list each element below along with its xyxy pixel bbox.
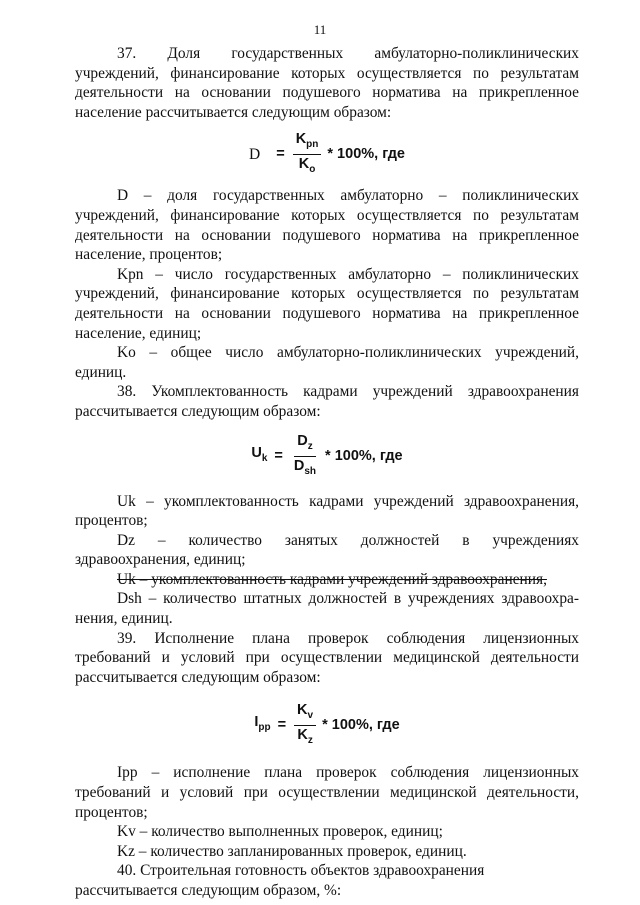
- formula-37-equals: =: [276, 145, 285, 162]
- item-37-def-kpn: Kpn – число государственных амбулаторно – поликлинических учреждений, финансирование которых осуществляется по результатам деятельности на основании подушевого норматива на прикрепленное население, единиц;: [75, 265, 579, 342]
- item-37-def-d: D – доля государственных амбулаторно – поликлинических учреждений, финансирование которых осуществляется по результатам деятельности на основании подушевого норматива на прикрепленное население, процентов;: [75, 187, 579, 264]
- item-38-def-dsh: Dsh – количество штатных должностей в учреждениях здравоохра-нения, единиц.: [75, 590, 579, 628]
- item-39-intro: 39. Исполнение плана проверок соблюдения лицензионных требований и условий при осуществлении медицинской деятельности рассчитывается следующим образом:: [75, 629, 579, 686]
- item-40-intro-line2: рассчитывается следующим образом, %:: [75, 882, 342, 899]
- formula-39: [75, 687, 579, 763]
- formula-39-lhs: $I_{pp}$: [254, 714, 271, 734]
- item-39-def-ipp: Ipp – исполнение плана проверок соблюдения лицензионных требований и условий при осуществлении медицинской деятельности, процентов;: [75, 764, 579, 821]
- formula-37: [75, 122, 579, 186]
- formula-37-denominator: $K_o$: [298, 155, 316, 175]
- item-38-def-uk: Uk – укомплектованность кадрами учреждений здравоохранения, процентов;: [75, 492, 579, 530]
- formula-38-denominator: $D_{sh}$: [293, 458, 317, 477]
- page-number: 11: [313, 22, 327, 37]
- item-38-intro: 38. Укомплектованность кадрами учреждений здравоохранения рассчитывается следующим образом:: [75, 383, 579, 420]
- formula-39-fraction: [294, 702, 316, 749]
- formula-37-numerator: $K_{pn}$: [293, 131, 322, 155]
- formula-39-equals: =: [277, 716, 287, 733]
- formula-38-lhs: $U_k$: [251, 445, 268, 465]
- formula-38: [75, 422, 579, 492]
- item-37-intro: 37. Доля государственных амбулаторно-поликлинических учреждений, финансирование которых осуществляется по результатам деятельности на основании подушевого норматива на прикрепленное население рассчитывается следующим образом:: [75, 45, 579, 121]
- formula-38-numerator: $D_z$: [294, 433, 315, 457]
- item-40-intro-line1: 40. Строительная готовность объектов здравоохранения: [117, 862, 485, 880]
- document-body: [75, 44, 579, 901]
- formula-38-tail: * 100%, где: [325, 447, 403, 464]
- item-38-def-dz: Dz – количество занятых должностей в учреждениях здравоохранения, единиц;: [75, 531, 579, 569]
- formula-37-tail: * 100%, где: [327, 145, 405, 162]
- item-37-def-ko: Ko – общее число амбулаторно-поликлинических учреждений, единиц.: [75, 344, 579, 381]
- item-39-def-kz: Kz – количество запланированных проверок, единиц.: [117, 842, 467, 860]
- formula-37-fraction: [293, 131, 322, 178]
- item-38-def-uk-struck: Uk – укомплектованность кадрами учреждений здравоохранения,: [117, 570, 547, 588]
- formula-38-fraction: [291, 433, 319, 480]
- formula-37-lhs: D: [249, 145, 261, 163]
- formula-38-equals: =: [274, 447, 283, 464]
- formula-39-numerator: $K_v$: [294, 702, 316, 726]
- formula-39-tail: * 100%, где: [322, 716, 400, 733]
- formula-39-denominator: $K_z$: [297, 726, 313, 746]
- item-39-def-kv: Kv – количество выполненных проверок, единиц;: [117, 823, 443, 841]
